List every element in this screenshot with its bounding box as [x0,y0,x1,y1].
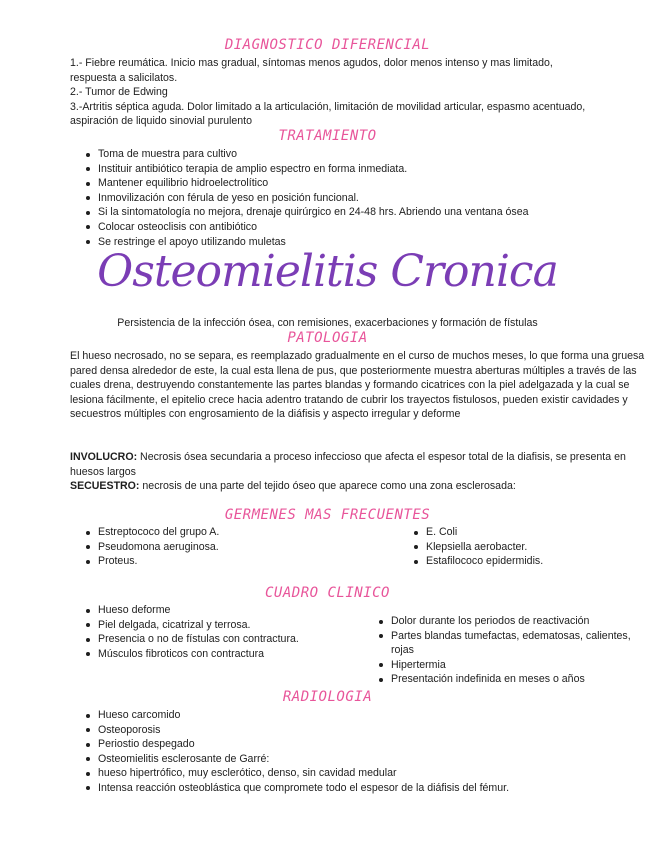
definition-text: Persistencia de la infección ósea, con remisiones, exacerbaciones y formación de fístulas [117,317,538,329]
list-item: Periostio despegado [84,737,644,752]
list-item: Piel delgada, cicatrizal y terrosa. [84,618,374,633]
secuestro-text [70,479,645,494]
list-item: Klepsiella aerobacter. [412,540,642,555]
list-item: Proteus. [84,554,384,569]
germenes-list-left [84,525,384,569]
list-item: Hueso deforme [84,603,374,618]
list-item: Pseudomona aeruginosa. [84,540,384,555]
secuestro-label: SECUESTRO: [70,480,140,492]
list-item: Inmovilización con férula de yeso en posición funcional. [84,191,644,206]
diagnostico-item-3: 3.-Artritis séptica aguda. Dolor limitado a la articulación, limitación de movilidad articular, espasmo acentuado, aspiración de liquido sinovial purulento [70,100,586,127]
list-item: Presentación indefinida en meses o años [377,672,647,687]
page-title: Osteomielitis Cronica [97,246,558,297]
list-item: Estreptococo del grupo A. [84,525,384,540]
list-item: Mantener equilibrio hidroelectrolítico [84,176,644,191]
list-item: Se restringe el apoyo utilizando muletas [84,235,644,250]
tratamiento-list [84,147,644,249]
list-item: Osteomielitis esclerosante de Garré: [84,752,644,767]
list-item: Intensa reacción osteoblástica que compromete todo el espesor de la diáfisis del fémur. [84,781,644,796]
cuadro-heading: CUADRO CLINICO [264,585,390,601]
list-item: Instituir antibiótico terapia de amplio espectro en forma inmediata. [84,162,644,177]
list-item: Colocar osteoclisis con antibiótico [84,220,644,235]
tratamiento-heading: TRATAMIENTO [278,128,377,144]
list-item: Dolor durante los periodos de reactivación [377,614,647,629]
patologia-text: El hueso necrosado, no se separa, es reemplazado gradualmente en el curso de muchos meses, lo que forma una gruesa pared densa alrededor de este, la cual esta llena de pus, que posteriormente muestra aberturas múltiples a través de las cuales drena, destruyendo constantemente las partes blandas y formando cicatrices con la piel adelgazada y la cual se lesiona fácilmente, el epitelio crece hacia adentro tratando de cubrir los trayectos fistulosos, pueden existir cavidades y secuestros múltiples con engrosamiento de la diáfisis y aspecto irregular y deforme [70,350,645,420]
list-item: Si la sintomatología no mejora, drenaje quirúrgico en 24-48 hrs. Abriendo una ventana ósea [84,205,644,220]
diagnostico-heading: DIAGNOSTICO DIFERENCIAL [224,37,431,53]
involucro-text [70,450,645,479]
list-item: Toma de muestra para cultivo [84,147,644,162]
list-item: Hipertermia [377,658,647,673]
radiologia-heading: RADIOLOGIA [282,689,373,705]
cuadro-list-left [84,603,374,661]
diagnostico-item-1: 1.- Fiebre reumática. Inicio mas gradual, síntomas menos agudos, dolor menos intenso y mas limitado, respuesta a salicilatos. [70,57,553,84]
secuestro-body: necrosis de una parte del tejido óseo que aparece como una zona esclerosada: [139,480,516,492]
list-item: Presencia o no de fístulas con contractura. [84,632,374,647]
involucro-body: Necrosis ósea secundaria a proceso infeccioso que afecta el espesor total de la diafisis, se presenta en huesos largos [70,451,626,478]
list-item: E. Coli [412,525,642,540]
list-item: Osteoporosis [84,723,644,738]
list-item: Partes blandas tumefactas, edematosas, calientes, rojas [377,629,641,658]
involucro-label: INVOLUCRO: [70,451,138,463]
germenes-list-right [412,525,642,569]
radiologia-list [84,708,644,796]
germenes-heading: GERMENES MAS FRECUENTES [224,507,431,523]
list-item: Hueso carcomido [84,708,644,723]
diagnostico-item-2: 2.- Tumor de Edwing [70,86,168,98]
list-item: Estafilococo epidermidis. [412,554,642,569]
list-item: hueso hipertrófico, muy esclerótico, denso, sin cavidad medular [84,766,644,781]
cuadro-list-right [377,614,647,687]
patologia-heading: PATOLOGIA [287,330,368,346]
list-item: Músculos fibroticos con contractura [84,647,374,662]
